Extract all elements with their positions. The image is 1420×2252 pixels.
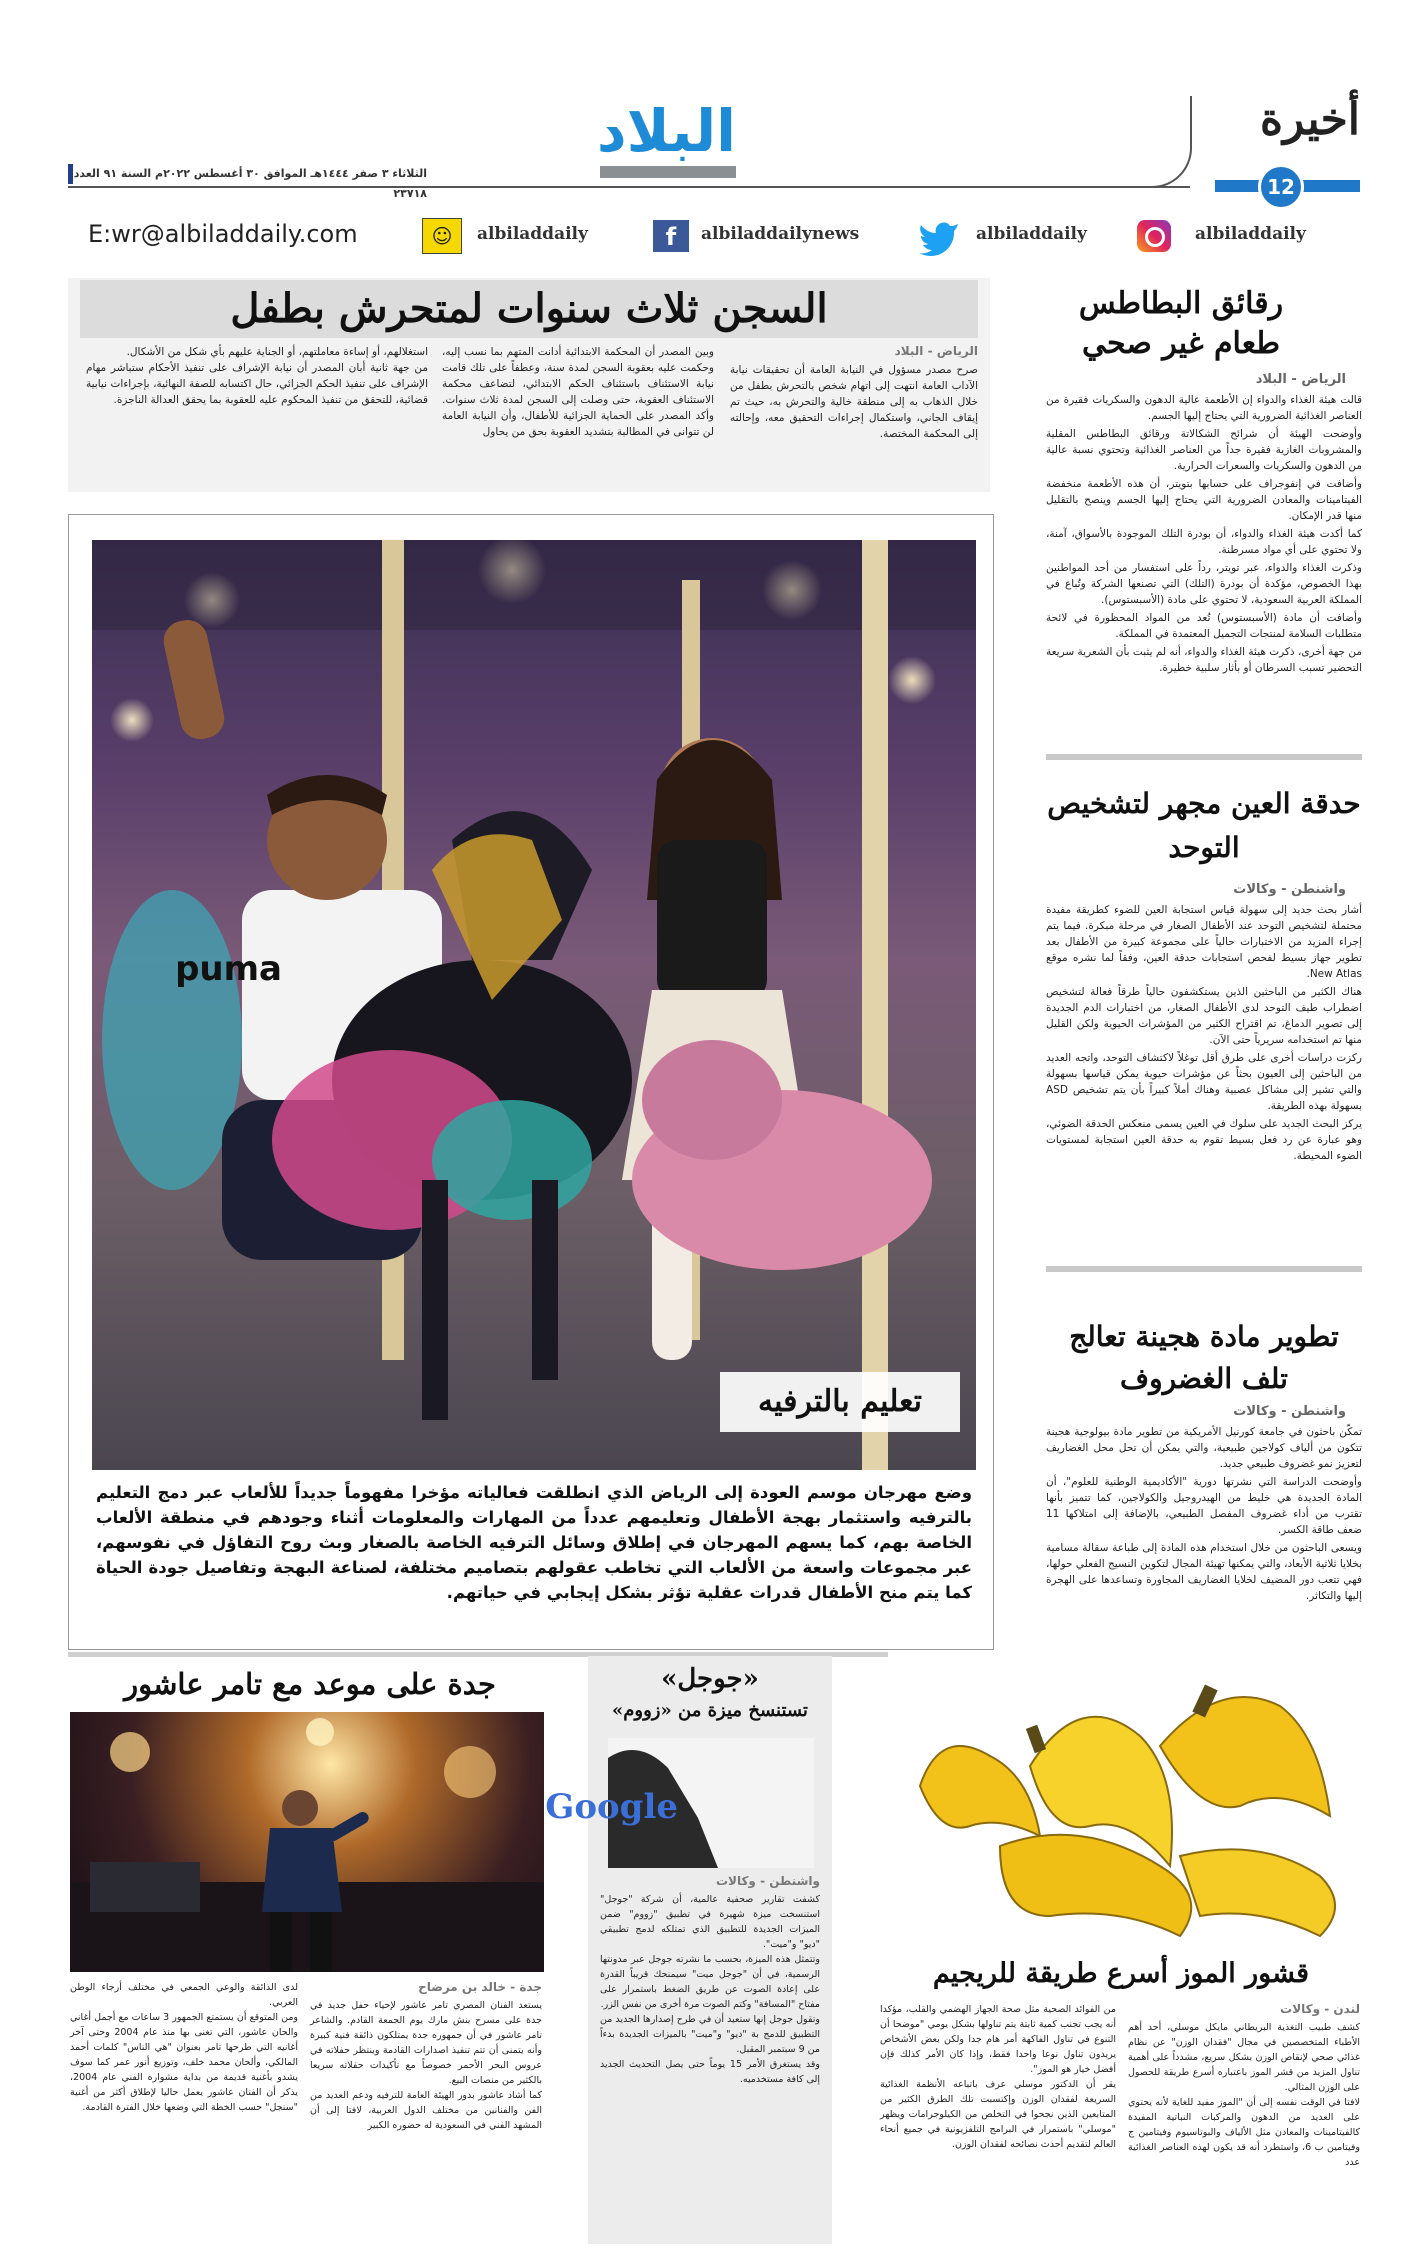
paragraph: ركزت دراسات أخرى على طرق أقل توغلاً لاكتشاف التوحد، واتجه العديد من الباحثين إلى العيون بحثاً عن مؤشرات حيوية يمكن قياسها بسهولة والتي تشير إلى مشاكل عصبية وهناك أملاً كبيراً بأن يتم تشخيص ASD بسهولة بهذه الطريقة. xyxy=(1046,1052,1362,1112)
instagram-icon xyxy=(1137,220,1171,252)
side-story-title: تطوير مادة هجينة تعالج تلف الغضروف xyxy=(1069,1320,1339,1395)
social-handle: albiladdailynews xyxy=(701,224,860,244)
shirt-print: puma xyxy=(175,949,282,989)
banana-photo xyxy=(880,1666,1362,1950)
paragraph: يركز البحث الجديد على سلوك في العين يسمى منعكس الحدقة الضوئي، وهو عبارة عن رد فعل بسيط تقوم به حدقة العين استجابة لمستويات الضوء المحيطة. xyxy=(1046,1118,1362,1162)
banana-byline: لندن - وكالات xyxy=(1280,2002,1360,2016)
facebook-icon: f xyxy=(653,220,689,252)
concert-photo xyxy=(70,1712,544,1972)
social-twitter[interactable] xyxy=(918,218,1128,254)
paragraph: هناك الكثير من الباحثين الذين يستكشفون حالياً طرقاً فعالة لتشخيص اضطراب طيف التوحد لدى الأطفال الصغار، من اختبارات الدم الجديدة إلى تصوير الدماغ، تم اقتراح الكثير من المؤشرات الحيوية ولكن القليل منها تم استخدامه سريرياً حتى الآن. xyxy=(1046,986,1362,1046)
featured-body: وضع مهرجان موسم العودة إلى الرياض الذي انطلقت فعالياته مؤخرا مفهوماً جديداً للألعاب عبر دمج التعليم بالترفيه واستثمار بهجة الأطفال وتعليمهم عدداً من المهارات والمعلومات أثناء وجودهم في منطقة الألعاب الخاصة بهم، كما يسهم المهرجان في إطلاق وسائل الترفيه الخاصة بالصغار وبث روح التفاؤل في نفوسهم، عبر مجموعات واسعة من الألعاب التي تخاطب عقولهم بتصاميم مختلفة، لصناعة البهجة وتفاصيل جودة الحياة كما يتم منح الأطفال قدرات عقلية تؤثر بشكل إيجابي في حياتهم. xyxy=(96,1483,972,1602)
logo-underbar xyxy=(600,166,736,178)
banana-column: كشف طبيب التغذية البريطاني مايكل موسلي، أحد أهم الأطباء المتخصصين في مجال "فقدان الوزن" عن نظام غذائي صحي لإنقاص الوزن بشكل سريع، مشدداً على أهمية تناول المزيد من قشر الموز باعتباره أسرع طريقة للحصول على الوزن المثالي. لافتا في الوقت نفسه إلى أن "الموز مفيد للغاية لأنه يحتوي على العديد من الدهون والمركبات النباتية المفيدة كالفيتامينات والمعادن مثل الألياف والبوتاسيوم وفيتامين ج وفيتامين ب 6، واستطرد أنه قد يكون لهذه العناصر الغذائية عدد xyxy=(1128,2022,1360,2168)
section-title: أخيرة xyxy=(1259,94,1361,145)
paragraph: وأوضحت الهيئة أن شرائح الشكالاتة ورقائق البطاطس المقلية والمشروبات الغازية فقيرة جداً من العناصر الغذائية وتحتوي نسبة عالية من الدهون والسكريات والسعرات الحرارية. xyxy=(1046,428,1362,472)
side-story-body xyxy=(1046,392,1362,736)
concert-title: جدة على موعد مع تامر عاشور xyxy=(124,1667,496,1701)
divider xyxy=(1046,1266,1362,1272)
main-story-byline: الرياض - البلاد xyxy=(894,344,978,358)
social-snapchat[interactable] xyxy=(422,218,637,254)
main-story-column: وبين المصدر أن المحكمة الابتدائية أدانت المتهم بما نسب إليه، وحكمت عليه بعقوبة السجن لمدة سنة، وعطفاً على تلك قامت نيابة الاستئناف باستئناف الحكم الابتدائي، لتضاعف محكمة الاستئناف العقوبة، حتى وصلت إلى السجن لمدة ثلاث سنوات. وأكد المصدر على الحماية الجزائية للأطفال، وأن النيابة العامة لن تتوانى في المطالبة بتشديد العقوبة بحق من يحاول xyxy=(442,346,714,438)
google-photo xyxy=(545,1738,814,1868)
paragraph: وذكرت الغذاء والدواء، عبر تويتر، رداً على استفسار من أحد المواطنين بهذا الخصوص، مؤكدة أن بودرة (التلك) التي تصنعها الشركة وتُباع في المملكة العربية السعودية، لا تحتوي على مادة (الأسبستوس). xyxy=(1046,562,1362,606)
banana-title: قشور الموز أسرع طريقة للريجيم xyxy=(932,1958,1310,1989)
hand-silhouette-image xyxy=(545,1738,814,1868)
google-title-top: «جوجل» xyxy=(661,1664,759,1694)
side-story-title: حدقة العين مجهر لتشخيص التوحد xyxy=(1047,787,1361,864)
social-handle: albiladdaily xyxy=(477,224,588,244)
side-story-title: رقائق البطاطس طعام غير صحي xyxy=(1078,286,1284,361)
side-story-body xyxy=(1046,902,1362,1226)
concert-column: لدى الذائقة والوعي الجمعي في مختلف أرجاء الوطن العربي. ومن المتوقع أن يستمتع الجمهور 3 ساعات مع أجمل أغاني والحان عاشور، التي تغنى بها منذ عام 2004 وحتى آخر أغانيه التي طرحها تامر بعنوان "هي الناس" كلمات أحمد المالكي، وألحان محمد خلف، وتوزيع أنور عمر كما سوف يشدو بأغنية قديمة من بداية مشواره الفني عام 2004، يذكر أن الفنان عاشور يعمل حاليا لإطلاق أكثر من أغنية "سنجل" حسب الخطة التي وضعها خلال الفترة القادمة. xyxy=(70,1982,298,2113)
twitter-icon xyxy=(918,220,960,254)
main-story-column: استغلالهم، أو إساءة معاملتهم، أو الجناية عليهم بأي شكل من الأشكال. من جهة ثانية أبان المصدر أن نيابة الإشراف على تنفيذ الأحكام ستباشر مهام الإشراف على تنفيذ الحكم الجزائي، حال اكتسابه للصفة النهائية، بإجراءات نيابية قضائية، للتحقق من تنفيذ المحكوم عليه للعقوبة بما يحقق العدالة الناجزة. xyxy=(86,346,428,406)
paragraph: تمكّن باحثون في جامعة كورنيل الأمريكية من تطوير مادة بيولوجية هجينة تتكون من ألياف كولاجين طبيعية، والتي يمكن أن تحل محل الغضاريف لتعزيز نمو غضروف طبيعي جديد. xyxy=(1046,1426,1362,1470)
google-byline: واشنطن - وكالات xyxy=(715,1874,820,1888)
paragraph: ويسعى الباحثون من خلال استخدام هذه المادة إلى طباعة سقالة مسامية بخلايا ثلاثية الأبعاد، والتي يمكنها تهيئة المجال لتكوين النسيج الفعلي حولها، فهي تتعب دور المضيف لخلايا الغضاريف المجاورة وتساعدها على الهجرة إليها والتكاثر. xyxy=(1046,1542,1362,1602)
dateline-text: الثلاثاء ٣ صفر ١٤٤٤هـ الموافق ٣٠ أغسطس ٢٠٢٢م السنة ٩١ العدد ٢٣٧١٨ xyxy=(73,167,427,200)
dateline xyxy=(68,164,433,200)
social-handle: albiladdaily xyxy=(1195,224,1306,244)
side-story-byline: واشنطن - وكالات xyxy=(1233,882,1346,897)
paragraph: وأوضحت الدراسة التي نشرتها دورية "الأكاديمية الوطنية للعلوم"، أن المادة الجديدة هي خليط من الهيدروجيل والكولاجين، كما تتميز بأنها تقترب من أداء غضروف المفصل الطبيعي، بالإضافة إلى امتلاكها 11 ضعف طاقة الكسر. xyxy=(1046,1476,1362,1536)
paragraph: وأضافت في إنفوجراف على حسابها بتويتر، أن هذه الأطعمة منخفضة الفيتامينات والمعادن الضرورية التي يحتاج إليها الجسم وينصح بالتقليل منها قدر الإمكان. xyxy=(1046,478,1362,522)
social-instagram[interactable] xyxy=(1137,218,1352,254)
paragraph: وأضافت أن مادة (الأسبستوس) تُعد من المواد المحظورة في لائحة متطلبات السلامة لمنتجات التجميل المعتمدة في المملكة. xyxy=(1046,612,1362,640)
snapchat-icon: ☺ xyxy=(422,218,462,254)
google-title-bottom: تستنسخ ميزة من «زووم» xyxy=(612,1700,808,1721)
contact-email[interactable]: E:wr@albiladdaily.com xyxy=(88,220,358,248)
singer-image xyxy=(70,1712,544,1972)
concert-byline: جدة - خالد بن مرضاح xyxy=(418,1980,542,1994)
logo-wordmark: البلاد xyxy=(596,97,736,165)
paragraph: قالت هيئة الغذاء والدواء إن الأطعمة عالية الدهون والسكريات فقيرة من العناصر الغذائية الضرورية التي يحتاج إليها الجسم. xyxy=(1046,394,1362,422)
main-story-column: صرح مصدر مسؤول في النيابة العامة أن تحقيقات نيابة الآداب العامة انتهت إلى اتهام شخص بالتحرش بطفل من خلال الذهاب به إلى منطقة خالية والتحرش به، حيث تم إيقاف الجاني، واستكمال إجراءات التحقيق معه، وإحالته إلى المحكمة المختصة. xyxy=(730,364,978,440)
divider xyxy=(1046,754,1362,760)
banana-peels-image xyxy=(880,1666,1362,1950)
paragraph: أشار بحث جديد إلى سهولة قياس استجابة العين للضوء كطريقة مفيدة محتملة لتشخيص التوحد عند الأطفال الصغار في مرحلة مبكرة. فيما يتم إجراء المزيد من الاختبارات حالياً على مجموعة كبيرة من الأطفال بعد تطوير جهاز بسيط لفحص استجابات حدقة العين، وفقاً لما نشره موقع New Atlas. xyxy=(1046,904,1362,980)
photo-caption-box xyxy=(720,1372,960,1432)
concert-column: يستعد الفنان المصري تامر عاشور لإحياء حفل جديد في جدة على مسرح بنش مارك يوم الجمعة القادم. والشاعر تامر عاشور في أن جمهوره جدة يمتلكون ذائقة فنية كبيرة وأنه يتمنى أن تتم تنفيذ اصدارات القادمة وينتظر حفلاته في عروس البحر الأحمر خصوصاً مع تأكيدات حفلاته سريعا بالكثير من منصات البيع. كما أشاد عاشور بدور الهيئة العامة للترفيه ودعم العديد من الفن والفنانين من مختلف الدول العربية، لافتا إلى أن المشهد الفني في السعودية له حضوره الكبير xyxy=(310,2000,542,2131)
paragraph: من جهة أخرى، ذكرت هيئة الغذاء والدواء، أنه لم يثبت بأن الشعرية سريعة التحضير تسبب السرطان أو بأثار سلبية خطيرة. xyxy=(1045,646,1362,674)
featured-photo xyxy=(92,540,976,1470)
masthead-curve xyxy=(1150,96,1192,188)
google-logo-text: Google xyxy=(545,1787,678,1827)
carousel-scene-image xyxy=(92,540,976,1470)
side-story-body xyxy=(1046,1424,1362,1646)
page-number-badge: 12 xyxy=(1258,164,1304,210)
photo-caption: تعليم بالترفيه xyxy=(758,1384,922,1419)
social-bar xyxy=(70,214,1355,258)
google-body: كشفت تقارير صحفية عالمية، أن شركة "جوجل" استنسخت ميزة شهيرة في تطبيق "زووم" ضمن الميزات الجديدة للتطبيق الذي تمتلكه لدمج تطبيقي "ديو" و"ميت". وتتمثل هذه الميزة، بحسب ما نشرته جوجل عبر مدونتها الرسمية، في أن "جوجل ميت" سيمنحك قريباً القدرة على إعادة الصوت عن طريق الضغط باستمرار على مفتاح "المسافة" وكتم الصوت مرة أخرى من نفس الزر. وتقول جوجل إنها ستعيد أن في طرح إصدارها الجديد من التطبيق للدمج بة "ديو" و"ميت" بالميزات الجديدة بدءاً من 9 سبتمبر المقبل. وقد يستغرق الأمر 15 يوماً حتى يصل التحديث الجديد إلى كافة مستخدميه. xyxy=(600,1894,820,2085)
side-story-byline: الرياض - البلاد xyxy=(1255,372,1346,387)
banana-column: من الفوائد الصحية مثل صحة الجهاز الهضمي والقلب، مؤكدا أنه يجب تجنب كمية ثابتة يتم تناولها بشكل يومي "موضحا أن التنوع في تناول الفاكهة أمر هام جدا ولكن بعض الأشخاص يريدون تناول نوعا واحدا فقط، وإذا كان الأمر كذلك فإن أفضل خيار هو الموز". يقر أن الدكتور موسلي عرف باتباعه الأنظمة الغذائية السريعة لفقدان الوزن وإكتسبت تلك الطرق الكثير من المتابعين الذين نجحوا في التخلص من الكيلوجرامات ويظهر "موسلي" باستمرار في البرامج التلفزيونية في جميع أنحاء العالم لتقديم أحدث نصائحه لفقدان الوزن. xyxy=(880,2004,1116,2150)
social-handle: albiladdaily xyxy=(976,224,1087,244)
main-story-title: السجن ثلاث سنوات لمتحرش بطفل xyxy=(230,285,828,332)
social-facebook[interactable] xyxy=(653,218,893,254)
paragraph: كما أكدت هيئة الغذاء والدواء، أن بودرة التلك الموجودة بالأسواق، آمنة، ولا تحتوي على أي مواد مسرطنة. xyxy=(1046,528,1362,556)
newspaper-logo xyxy=(596,96,736,186)
side-story-byline: واشنطن - وكالات xyxy=(1233,1404,1346,1419)
